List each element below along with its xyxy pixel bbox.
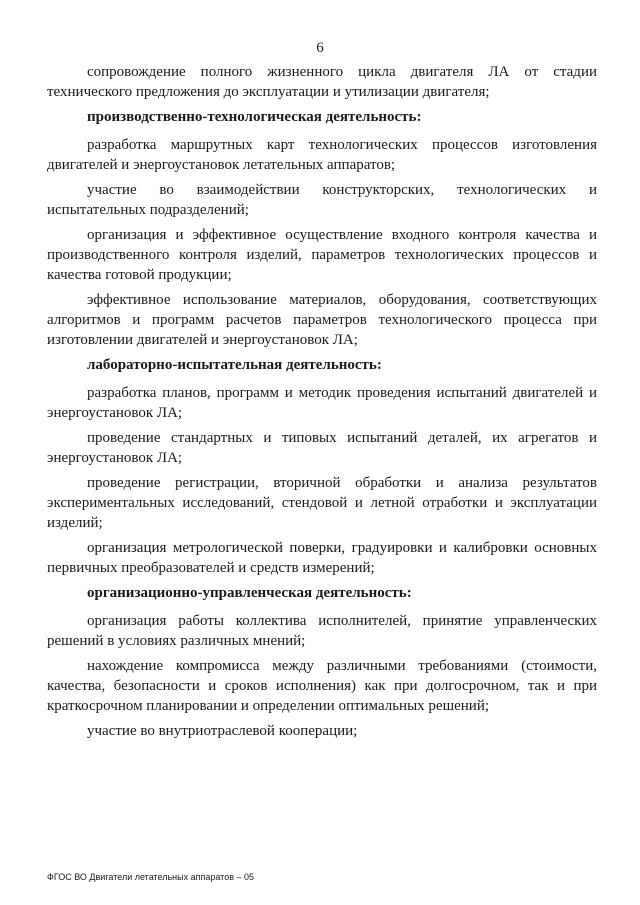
document-body xyxy=(47,62,597,746)
page-footer: ФГОС ВО Двигатели летательных аппаратов – 05 xyxy=(47,872,255,882)
paragraph-1: сопровождение полного жизненного цикла двигателя ЛА от стадии технического предложения до эксплуатации и утилизации двигателя; xyxy=(47,64,597,100)
paragraph-4: организация и эффективное осуществление входного контроля качества и производственного контроля изделий, параметров технологических процессов и качества готовой продукции; xyxy=(47,227,597,283)
paragraph-6: разработка планов, программ и методик проведения испытаний двигателей и энергоустановок ЛА; xyxy=(47,385,597,421)
paragraph-9: организация метрологической поверки, градуировки и калибровки основных первичных преобразователей и средств измерений; xyxy=(47,540,597,576)
paragraph-3: участие во взаимодействии конструкторских, технологических и испытательных подразделений; xyxy=(47,182,597,218)
paragraph-5: эффективное использование материалов, оборудования, соответствующих алгоритмов и программ расчетов параметров технологического процесса при изготовлении двигателей и энергоустановок ЛА; xyxy=(47,292,597,348)
section-heading-laboratory: лабораторно-испытательная деятельность: xyxy=(87,357,382,373)
paragraph-12: участие во внутриотраслевой кооперации; xyxy=(87,723,358,739)
paragraph-11: нахождение компромисса между различными требованиями (стоимости, качества, безопасности и сроков исполнения) как при долгосрочном, так и при краткосрочном планировании и определении оптимальных решений; xyxy=(47,658,597,714)
section-heading-production: производственно-технологическая деятельность: xyxy=(87,109,422,125)
section-heading-management: организационно-управленческая деятельность: xyxy=(87,585,412,601)
paragraph-8: проведение регистрации, вторичной обработки и анализа результатов экспериментальных исследований, стендовой и летной отработки и эксплуатации изделий; xyxy=(47,475,597,531)
page-number: 6 xyxy=(316,40,324,56)
paragraph-7: проведение стандартных и типовых испытаний деталей, их агрегатов и энергоустановок ЛА; xyxy=(47,430,597,466)
paragraph-2: разработка маршрутных карт технологических процессов изготовления двигателей и энергоустановок летательных аппаратов; xyxy=(47,137,597,173)
paragraph-10: организация работы коллектива исполнителей, принятие управленческих решений в условиях различных мнений; xyxy=(47,613,597,649)
